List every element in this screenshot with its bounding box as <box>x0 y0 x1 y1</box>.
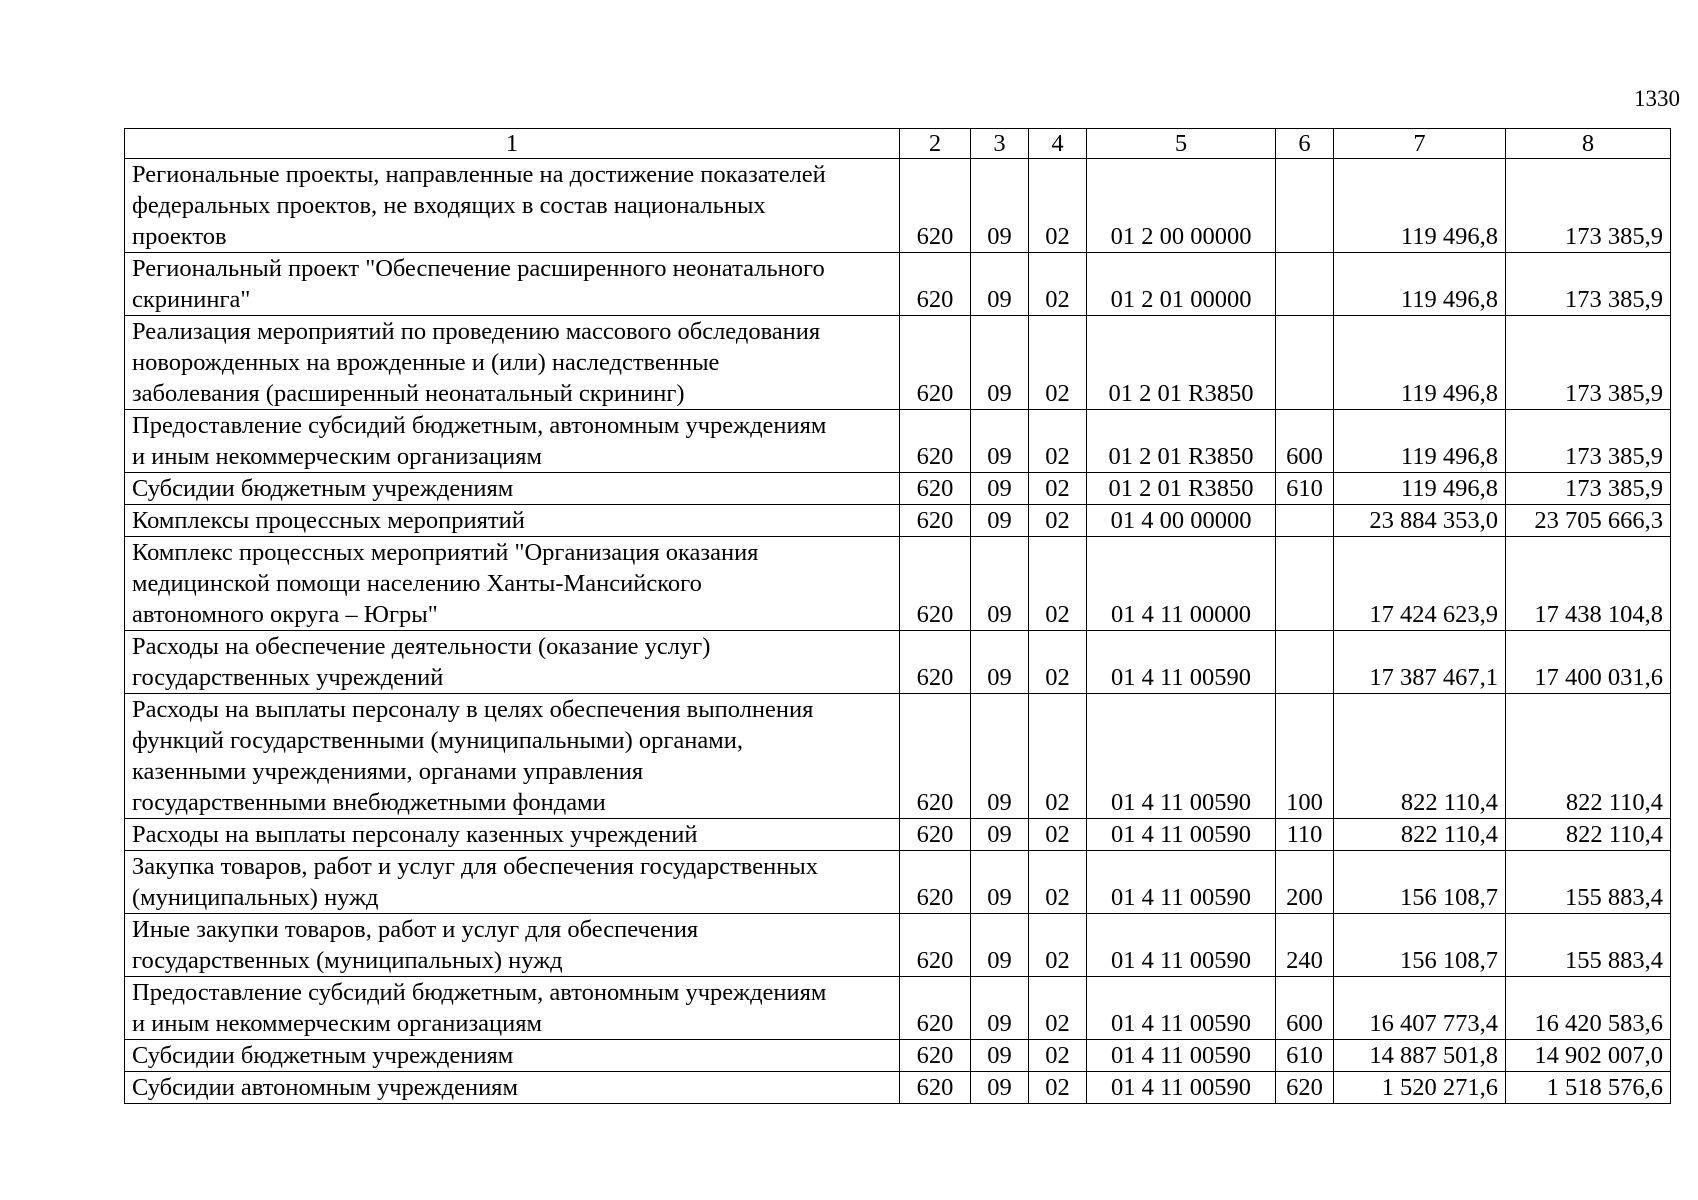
cell-col-3: 09 <box>971 1072 1029 1104</box>
cell-col-4: 02 <box>1029 410 1087 473</box>
cell-col-7: 119 496,8 <box>1334 410 1506 473</box>
cell-col-3: 09 <box>971 851 1029 914</box>
cell-col-2: 620 <box>900 851 971 914</box>
cell-name: Расходы на выплаты персоналу казенных учреждений <box>125 819 900 851</box>
cell-name: Субсидии бюджетным учреждениям <box>125 473 900 505</box>
cell-col-7: 119 496,8 <box>1334 473 1506 505</box>
cell-col-8: 14 902 007,0 <box>1506 1040 1671 1072</box>
cell-col-6 <box>1276 316 1334 410</box>
cell-col-2: 620 <box>900 410 971 473</box>
cell-name: Региональный проект "Обеспечение расширенного неонатального скрининга" <box>125 253 900 316</box>
header-col-7: 7 <box>1334 129 1506 159</box>
table-row <box>125 473 1671 505</box>
cell-col-2: 620 <box>900 977 971 1040</box>
cell-col-2: 620 <box>900 159 971 253</box>
cell-col-6: 600 <box>1276 410 1334 473</box>
cell-col-5: 01 2 01 R3850 <box>1087 473 1276 505</box>
cell-col-7: 23 884 353,0 <box>1334 505 1506 537</box>
table-body <box>125 159 1671 1104</box>
page-number: 1330 <box>1634 86 1680 111</box>
cell-col-8: 155 883,4 <box>1506 914 1671 977</box>
cell-col-4: 02 <box>1029 253 1087 316</box>
cell-col-7: 1 520 271,6 <box>1334 1072 1506 1104</box>
cell-name: Региональные проекты, направленные на достижение показателей федеральных проектов, не входящих в состав национальных проектов <box>125 159 900 253</box>
cell-col-8: 173 385,9 <box>1506 253 1671 316</box>
cell-col-3: 09 <box>971 631 1029 694</box>
header-col-2: 2 <box>900 129 971 159</box>
cell-col-8: 17 400 031,6 <box>1506 631 1671 694</box>
cell-col-6 <box>1276 253 1334 316</box>
cell-col-8: 155 883,4 <box>1506 851 1671 914</box>
table-row <box>125 316 1671 410</box>
cell-name: Реализация мероприятий по проведению массового обследования новорожденных на врожденные и (или) наследственные заболевания (расширенный неонатальный скрининг) <box>125 316 900 410</box>
cell-name: Расходы на выплаты персоналу в целях обеспечения выполнения функций государственными (муниципальными) органами, казенными учреждениями, органами управления государственными внебюджетными фондами <box>125 694 900 819</box>
cell-col-5: 01 4 11 00000 <box>1087 537 1276 631</box>
cell-col-7: 14 887 501,8 <box>1334 1040 1506 1072</box>
cell-col-4: 02 <box>1029 473 1087 505</box>
cell-col-8: 1 518 576,6 <box>1506 1072 1671 1104</box>
cell-col-6: 620 <box>1276 1072 1334 1104</box>
cell-col-2: 620 <box>900 1072 971 1104</box>
cell-name: Субсидии автономным учреждениям <box>125 1072 900 1104</box>
cell-col-3: 09 <box>971 537 1029 631</box>
cell-col-4: 02 <box>1029 505 1087 537</box>
header-col-1: 1 <box>125 129 900 159</box>
cell-col-5: 01 4 11 00590 <box>1087 851 1276 914</box>
header-col-8: 8 <box>1506 129 1671 159</box>
header-col-3: 3 <box>971 129 1029 159</box>
cell-col-2: 620 <box>900 505 971 537</box>
cell-col-5: 01 4 00 00000 <box>1087 505 1276 537</box>
cell-col-3: 09 <box>971 694 1029 819</box>
cell-col-8: 173 385,9 <box>1506 473 1671 505</box>
cell-col-3: 09 <box>971 977 1029 1040</box>
cell-col-7: 822 110,4 <box>1334 819 1506 851</box>
cell-col-3: 09 <box>971 253 1029 316</box>
cell-col-5: 01 4 11 00590 <box>1087 694 1276 819</box>
cell-col-6: 240 <box>1276 914 1334 977</box>
cell-col-7: 16 407 773,4 <box>1334 977 1506 1040</box>
cell-col-8: 173 385,9 <box>1506 159 1671 253</box>
table-row <box>125 819 1671 851</box>
cell-name: Иные закупки товаров, работ и услуг для обеспечения государственных (муниципальных) нужд <box>125 914 900 977</box>
cell-col-7: 156 108,7 <box>1334 914 1506 977</box>
cell-col-7: 822 110,4 <box>1334 694 1506 819</box>
cell-col-2: 620 <box>900 473 971 505</box>
cell-col-2: 620 <box>900 537 971 631</box>
cell-col-5: 01 4 11 00590 <box>1087 819 1276 851</box>
cell-col-4: 02 <box>1029 819 1087 851</box>
table-row <box>125 159 1671 253</box>
cell-col-5: 01 4 11 00590 <box>1087 631 1276 694</box>
cell-col-6: 200 <box>1276 851 1334 914</box>
header-col-5: 5 <box>1087 129 1276 159</box>
cell-name: Субсидии бюджетным учреждениям <box>125 1040 900 1072</box>
header-col-4: 4 <box>1029 129 1087 159</box>
cell-col-3: 09 <box>971 914 1029 977</box>
cell-col-2: 620 <box>900 694 971 819</box>
cell-col-8: 173 385,9 <box>1506 316 1671 410</box>
cell-col-2: 620 <box>900 253 971 316</box>
cell-col-7: 17 424 623,9 <box>1334 537 1506 631</box>
cell-col-3: 09 <box>971 316 1029 410</box>
cell-col-8: 822 110,4 <box>1506 819 1671 851</box>
cell-col-7: 17 387 467,1 <box>1334 631 1506 694</box>
table-row <box>125 914 1671 977</box>
budget-table <box>124 128 1671 1104</box>
table-row <box>125 977 1671 1040</box>
cell-name: Комплекс процессных мероприятий "Организация оказания медицинской помощи населению Ханты-Мансийского автономного округа – Югры" <box>125 537 900 631</box>
cell-col-5: 01 2 01 R3850 <box>1087 316 1276 410</box>
cell-col-5: 01 4 11 00590 <box>1087 914 1276 977</box>
cell-col-3: 09 <box>971 159 1029 253</box>
cell-name: Предоставление субсидий бюджетным, автономным учреждениям и иным некоммерческим организациям <box>125 410 900 473</box>
cell-col-2: 620 <box>900 316 971 410</box>
cell-col-2: 620 <box>900 914 971 977</box>
cell-col-6 <box>1276 537 1334 631</box>
cell-col-3: 09 <box>971 819 1029 851</box>
cell-col-4: 02 <box>1029 977 1087 1040</box>
cell-col-6 <box>1276 631 1334 694</box>
cell-col-6 <box>1276 159 1334 253</box>
table-row <box>125 253 1671 316</box>
cell-col-4: 02 <box>1029 631 1087 694</box>
cell-col-4: 02 <box>1029 1040 1087 1072</box>
cell-col-2: 620 <box>900 819 971 851</box>
cell-col-5: 01 2 01 00000 <box>1087 253 1276 316</box>
cell-col-6: 610 <box>1276 1040 1334 1072</box>
cell-col-5: 01 4 11 00590 <box>1087 977 1276 1040</box>
table-row <box>125 1040 1671 1072</box>
cell-col-5: 01 2 00 00000 <box>1087 159 1276 253</box>
table-row <box>125 631 1671 694</box>
cell-col-2: 620 <box>900 1040 971 1072</box>
header-col-6: 6 <box>1276 129 1334 159</box>
table-row <box>125 851 1671 914</box>
cell-name: Комплексы процессных мероприятий <box>125 505 900 537</box>
cell-col-7: 119 496,8 <box>1334 316 1506 410</box>
cell-col-4: 02 <box>1029 159 1087 253</box>
cell-col-3: 09 <box>971 473 1029 505</box>
cell-col-3: 09 <box>971 505 1029 537</box>
cell-col-5: 01 4 11 00590 <box>1087 1040 1276 1072</box>
cell-col-8: 17 438 104,8 <box>1506 537 1671 631</box>
cell-col-4: 02 <box>1029 914 1087 977</box>
table-row <box>125 410 1671 473</box>
cell-col-6: 610 <box>1276 473 1334 505</box>
cell-col-4: 02 <box>1029 1072 1087 1104</box>
cell-col-3: 09 <box>971 1040 1029 1072</box>
cell-name: Расходы на обеспечение деятельности (оказание услуг) государственных учреждений <box>125 631 900 694</box>
cell-col-8: 23 705 666,3 <box>1506 505 1671 537</box>
cell-name: Закупка товаров, работ и услуг для обеспечения государственных (муниципальных) нужд <box>125 851 900 914</box>
cell-col-8: 16 420 583,6 <box>1506 977 1671 1040</box>
table-row <box>125 1072 1671 1104</box>
cell-col-8: 822 110,4 <box>1506 694 1671 819</box>
cell-col-3: 09 <box>971 410 1029 473</box>
header-row <box>125 129 1671 159</box>
cell-col-7: 119 496,8 <box>1334 253 1506 316</box>
cell-col-6: 600 <box>1276 977 1334 1040</box>
cell-col-5: 01 4 11 00590 <box>1087 1072 1276 1104</box>
cell-col-4: 02 <box>1029 851 1087 914</box>
table-header <box>125 129 1671 159</box>
cell-col-4: 02 <box>1029 316 1087 410</box>
cell-col-2: 620 <box>900 631 971 694</box>
cell-col-6: 100 <box>1276 694 1334 819</box>
cell-name: Предоставление субсидий бюджетным, автономным учреждениям и иным некоммерческим организациям <box>125 977 900 1040</box>
cell-col-7: 156 108,7 <box>1334 851 1506 914</box>
cell-col-4: 02 <box>1029 537 1087 631</box>
table-row <box>125 537 1671 631</box>
cell-col-6: 110 <box>1276 819 1334 851</box>
cell-col-5: 01 2 01 R3850 <box>1087 410 1276 473</box>
cell-col-6 <box>1276 505 1334 537</box>
cell-col-7: 119 496,8 <box>1334 159 1506 253</box>
cell-col-4: 02 <box>1029 694 1087 819</box>
cell-col-8: 173 385,9 <box>1506 410 1671 473</box>
table-row <box>125 505 1671 537</box>
table-row <box>125 694 1671 819</box>
